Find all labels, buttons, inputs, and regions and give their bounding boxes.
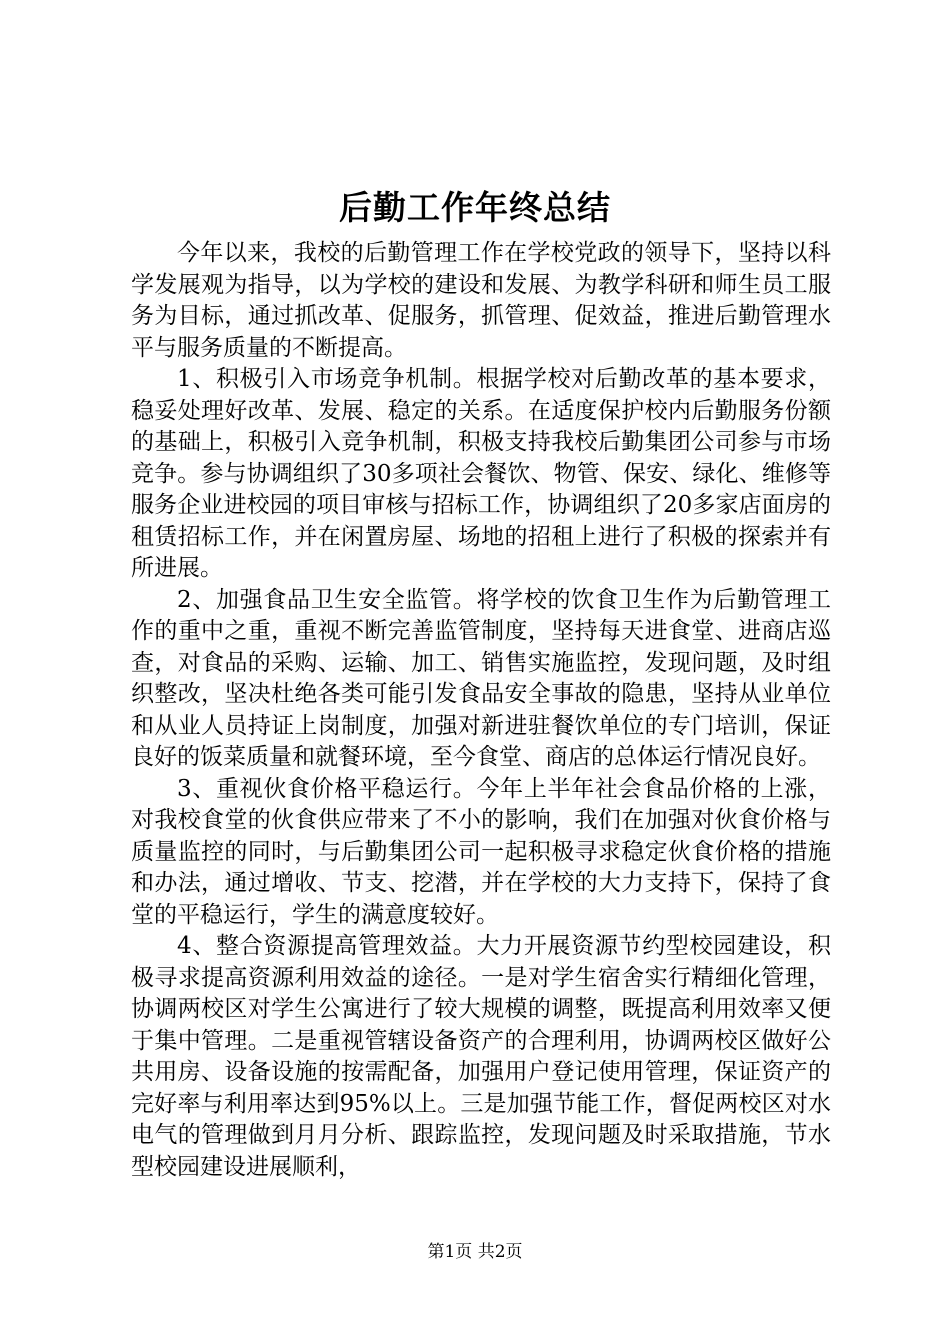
document-title: 后勤工作年终总结 bbox=[339, 188, 611, 227]
paragraph-intro: 今年以来，我校的后勤管理工作在学校党政的领导下，坚持以科学发展观为指导，以为学校的建设和发展、为教学科研和师生员工服务为目标，通过抓改革、促服务，抓管理、促效益，推进后勤管理水平与服务质量的不断提高。 bbox=[131, 240, 831, 361]
page-number: 第1页 共2页 bbox=[427, 1242, 523, 1262]
paragraph-market-competition: 1、积极引入市场竞争机制。根据学校对后勤改革的基本要求，稳妥处理好改革、发展、稳定的关系。在适度保护校内后勤服务份额的基础上，积极引入竞争机制，积极支持我校后勤集团公司参与市场竞争。参与协调组织了30多项社会餐饮、物管、保安、绿化、维修等服务企业进校园的项目审核与招标工作，协调组织了20多家店面房的租赁招标工作，并在闲置房屋、场地的招租上进行了积极的探索并有所进展。 bbox=[131, 366, 831, 581]
paragraph-food-price: 3、重视伙食价格平稳运行。今年上半年社会食品价格的上涨，对我校食堂的伙食供应带来了不小的影响，我们在加强对伙食价格与质量监控的同时，与后勤集团公司一起积极寻求稳定伙食价格的措施和办法，通过增收、节支、挖潜，并在学校的大力支持下，保持了食堂的平稳运行，学生的满意度较好。 bbox=[131, 775, 831, 928]
paragraph-resource-integration: 4、整合资源提高管理效益。大力开展资源节约型校园建设，积极寻求提高资源利用效益的途径。一是对学生宿舍实行精细化管理，协调两校区对学生公寓进行了较大规模的调整，既提高利用效率又便于集中管理。二是重视管辖设备资产的合理利用，协调两校区做好公共用房、设备设施的按需配备，加强用户登记使用管理，保证资产的完好率与利用率达到95%以上。三是加强节能工作，督促两校区对水电气的管理做到月月分析、跟踪监控，发现问题及时采取措施，节水型校园建设进展顺利， bbox=[131, 933, 831, 1180]
paragraph-food-safety: 2、加强食品卫生安全监管。将学校的饮食卫生作为后勤管理工作的重中之重，重视不断完善监管制度，坚持每天进食堂、进商店巡查，对食品的采购、运输、加工、销售实施监控，发现问题，及时组织整改，坚决杜绝各类可能引发食品安全事故的隐患，坚持从业单位和从业人员持证上岗制度，加强对新进驻餐饮单位的专门培训，保证良好的饭菜质量和就餐环境，至今食堂、商店的总体运行情况良好。 bbox=[131, 586, 831, 770]
document-body bbox=[131, 238, 831, 1183]
